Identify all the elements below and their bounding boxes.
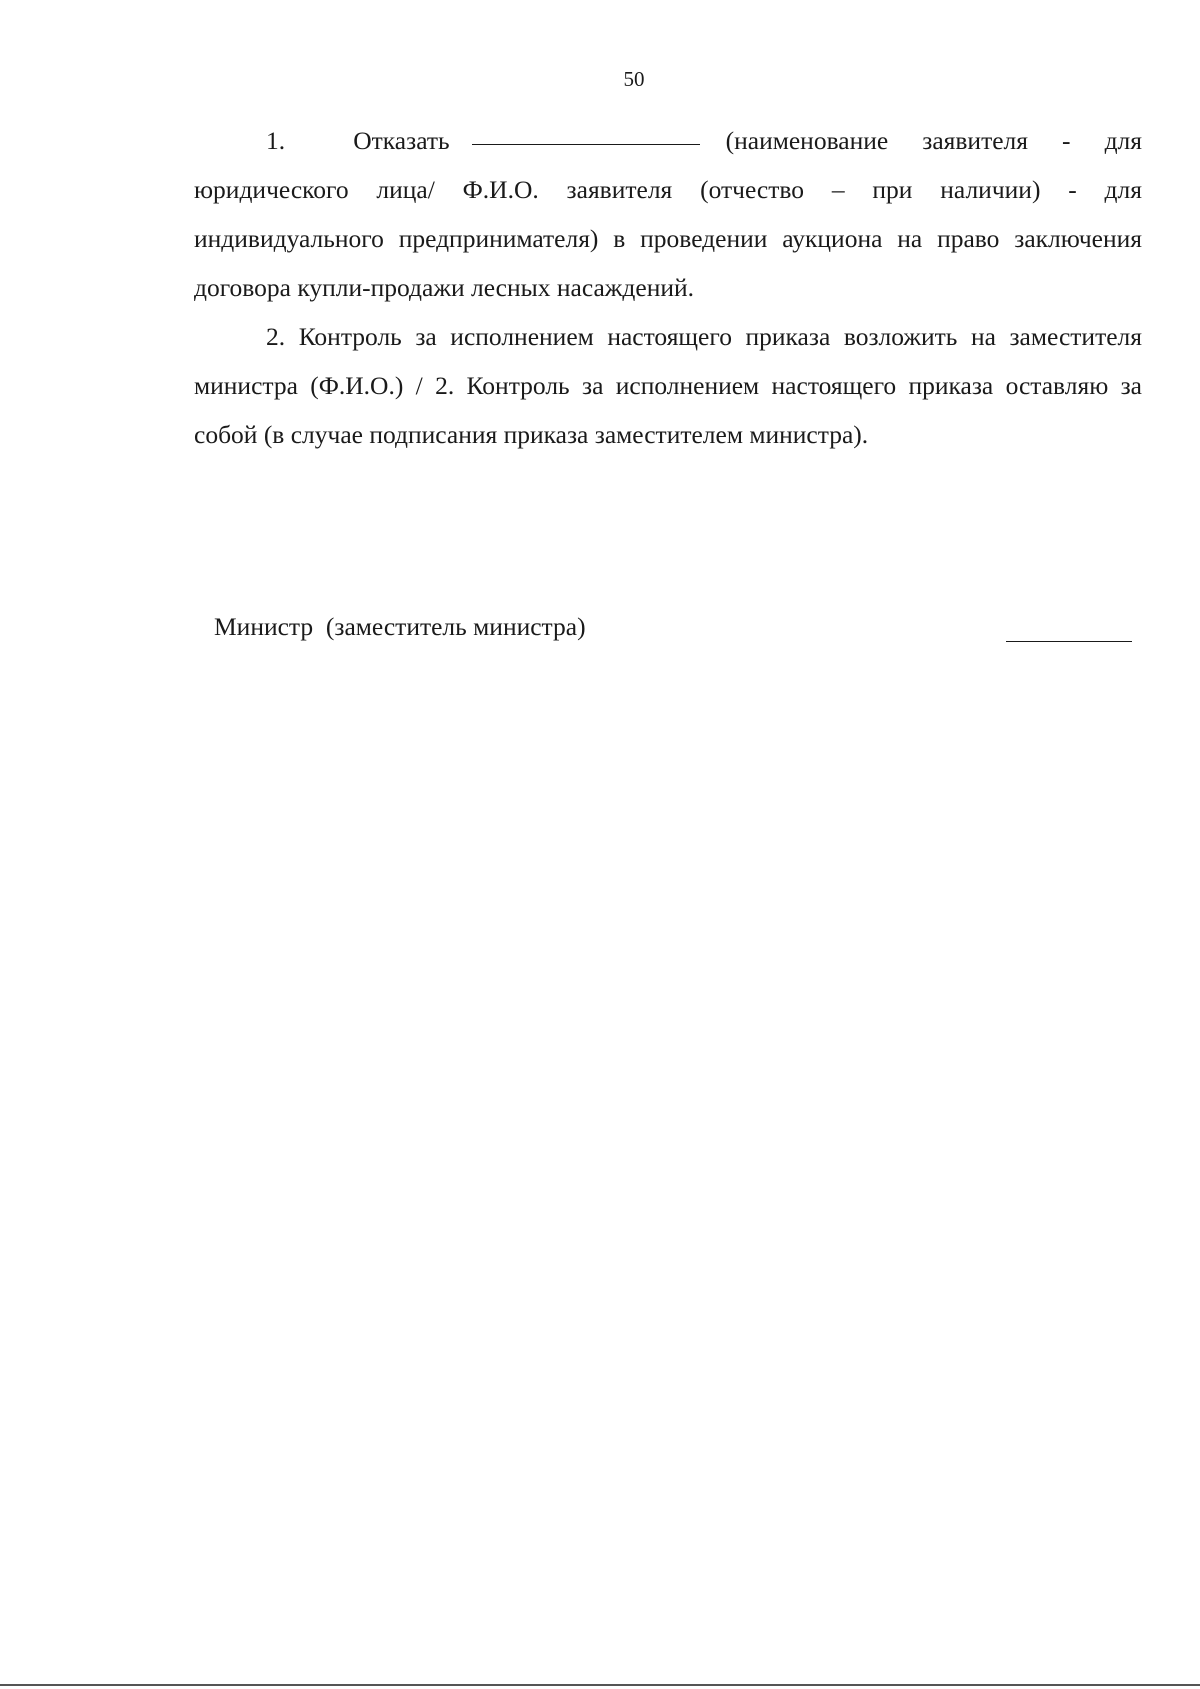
item-1-text: (наименование заявителя - для юридического лица/ Ф.И.О. заявителя (отчество – при наличии) - для индивидуального предпринимателя) в проведении аукциона на право заключения договора купли-продажи лесных насаждений. — [194, 126, 1143, 302]
signature-block — [214, 607, 1134, 647]
item-2-paragraph: 2. Контроль за исполнением настоящего приказа возложить на заместителя министра (Ф.И.О.) / 2. Контроль за исполнением настоящего приказа оставляю за собой (в случае подписания приказа заместителем министра). — [194, 322, 1142, 449]
item-1-number: 1. — [266, 126, 286, 155]
page-number: 50 — [623, 67, 645, 91]
item-1-paragraph — [194, 116, 1142, 312]
document-body — [194, 116, 1142, 459]
bottom-border-line — [0, 1684, 1200, 1686]
applicant-blank-line — [472, 144, 700, 145]
signature-blank-line — [1006, 641, 1132, 642]
signature-title: Министр (заместитель министра) — [214, 612, 586, 641]
item-1-verb: Отказать — [353, 126, 450, 155]
